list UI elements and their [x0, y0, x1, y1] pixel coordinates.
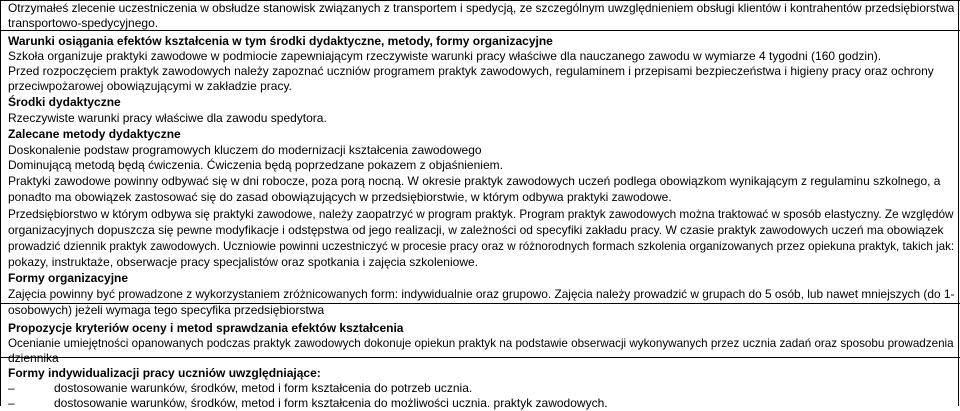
paragraph-line: dziennika: [8, 351, 59, 365]
list-item-text: dostosowanie warunków, środków, metod i form kształcenia do możliwości ucznia. praktyk zawodowych.: [54, 396, 608, 410]
paragraph-line: Zajęcia powinny być prowadzone z wykorzystaniem zróżnicowanych form: indywidualnie oraz grupowo. Zajęcia należy prowadzić w grupach do 5 osób, lub nawet mniejszych (do 1-: [8, 287, 954, 301]
intro-paragraph-line: Otrzymałeś zlecenie uczestniczenia w obsłudze stanowisk związanych z transportem i spedycją, ze szczególnym uwzględnieniem obsługi klientów i kontrahentów przedsiębiorstwa: [8, 1, 955, 15]
paragraph-line: pokazy, instruktaże, obserwacje pracy specjalistów oraz spotkania i zajęcia szkoleniowe.: [8, 255, 478, 269]
intro-paragraph-line: transportowo-spedycyjnego.: [8, 16, 159, 30]
paragraph-line: Praktyki zawodowe powinny odbywać się w dni robocze, poza porą nocną. W okresie praktyk zawodowych uczeń podlega obowiązkom wynikającym z regulaminu szkolnego, a: [8, 174, 941, 188]
paragraph-line: przeciwpożarowej obowiązującymi w zakładzie pracy.: [8, 79, 292, 93]
paragraph-line: organizacyjnych dopuszcza się pewne modyfikacje i odstępstwa od jego realizacji, w zależności od specyfiki zakładu pracy. W czasie praktyk zawodowych uczeń ma obowiązek: [8, 223, 944, 237]
section-heading-assessment: Propozycje kryteriów oceny i metod sprawdzania efektów kształcenia: [8, 321, 404, 335]
paragraph-line: ponadto ma obowiązek zastosować się do zasad obowiązujących w przedsiębiorstwie, w którym odbywa praktyki zawodowe.: [8, 190, 672, 204]
frame-border-right: [958, 0, 959, 406]
bullet-dash: –: [8, 381, 15, 395]
paragraph-line: Dominującą metodą będą ćwiczenia. Ćwiczenia będą poprzedzane pokazem z objaśnieniem.: [8, 158, 503, 172]
section-heading-conditions: Warunki osiągania efektów kształcenia w tym środki dydaktyczne, metody, formy organizacyjne: [8, 34, 553, 48]
list-item: [8, 380, 954, 396]
section-heading-organization-forms: Formy organizacyjne: [8, 271, 129, 285]
list-item: [8, 395, 954, 411]
paragraph-line: Szkoła organizuje praktyki zawodowe w podmiocie zapewniającym rzeczywiste warunki pracy właściwe dla nauczanego zawodu w wymiarze 4 tygodni (160 godzin).: [8, 49, 882, 63]
paragraph-line: Ocenianie umiejętności opanowanych podczas praktyk zawodowych dokonuje opiekun praktyk na podstawie obserwacji wykonywanych przez ucznia zadań oraz sposobu prowadzenia: [8, 336, 954, 350]
paragraph-line: prowadzić dziennik praktyk zawodowych. Uczniowie powinni uczestniczyć w procesie pracy oraz w różnorodnych formach szkolenia organizowanych przez opiekuna praktyk, takich jak:: [8, 239, 955, 253]
section-heading-methods: Zalecane metody dydaktyczne: [8, 127, 181, 141]
paragraph-line: Doskonalenie podstaw programowych kluczem do modernizacji kształcenia zawodowego: [8, 143, 482, 157]
paragraph-line: Przedsiębiorstwo w którym odbywa się praktyki zawodowe, należy zaopatrzyć w program praktyk. Program praktyk zawodowych można traktować w sposób elastyczny. Ze względów: [8, 207, 954, 221]
frame-border-left: [0, 0, 1, 406]
paragraph-line: osobowych) jeżeli wymaga tego specyfika przedsiębiorstwa: [8, 303, 325, 317]
bullet-dash: –: [8, 396, 15, 410]
list-item-text: dostosowanie warunków, środków, metod i form kształcenia do potrzeb ucznia.: [54, 381, 473, 395]
paragraph-line: Przed rozpoczęciem praktyk zawodowych należy zapoznać uczniów programem praktyk zawodowych, regulaminem i przepisami bezpieczeństwa i higieny pracy oraz ochrony: [8, 64, 934, 78]
section-heading-teaching-aids: Środki dydaktyczne: [8, 95, 121, 109]
section-heading-individualization: Formy indywidualizacji pracy uczniów uwzględniające:: [8, 366, 321, 380]
paragraph-line: Rzeczywiste warunki pracy właściwe dla zawodu spedytora.: [8, 111, 327, 125]
